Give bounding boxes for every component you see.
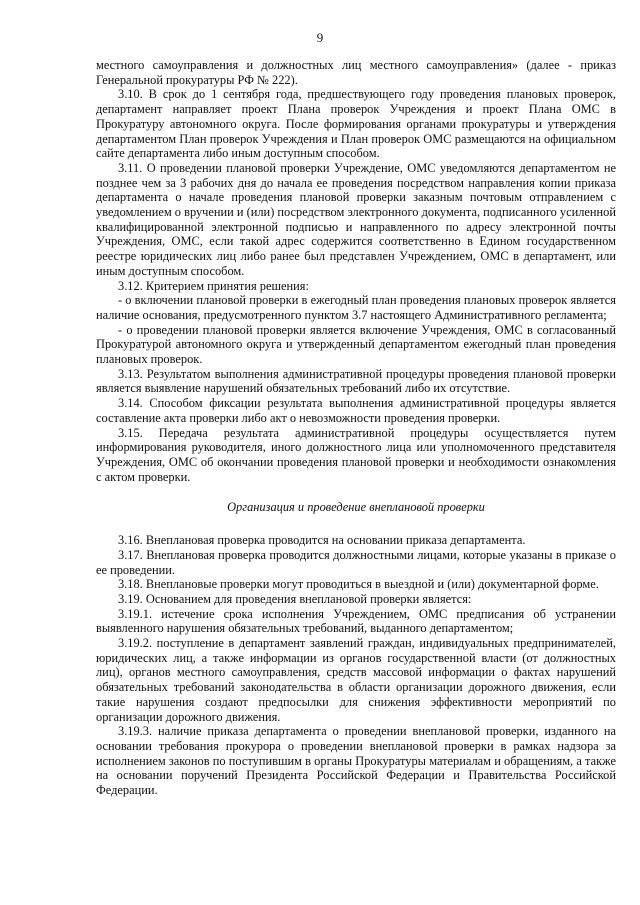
para-3-16: 3.16. Внеплановая проверка проводится на основании приказа департамента. — [118, 533, 526, 548]
para-3-10: 3.10. В срок до 1 сентября года, предшествующего году проведения плановых проверок, департамент направляет проект Плана проверок Учреждения и проект Плана ОМС в Прокуратуру автономного округа. После формирования органами прокуратуры и утверждения департаментом План проверок Учреждения и План проверок ОМС размещаются на официальном сайте департамента либо иным доступным способом. — [96, 87, 616, 161]
paragraphs-top — [96, 58, 616, 484]
para-3-19-3: 3.19.3. наличие приказа департамента о проведении внеплановой проверки, изданного на основании требования прокурора о проведении внеплановой проверки в рамках надзора за исполнением законов по поступившим в органы Прокуратуры материалам и обращениям, а также на основании поручений Президента Российской Федерации и Правительства Российской Федерации. — [96, 724, 616, 798]
page-number: 9 — [316, 30, 324, 45]
para-3-14: 3.14. Способом фиксации результата выполнения административной процедуры является составление акта проверки либо акт о невозможности проведения проверки. — [96, 396, 616, 425]
para-3-19-2: 3.19.2. поступление в департамент заявлений граждан, индивидуальных предпринимателей, юридических лиц, а также информации из органов государственной власти (от должностных лиц), органов местного самоуправления, средств массовой информации о фактах нарушений обязательных требований законодательства в области организации дорожного движения, если такие нарушения создают предпосылки для снижения эффективности мероприятий по организации дорожного движения. — [96, 636, 616, 724]
paragraphs-bottom — [96, 533, 616, 798]
para-3-11: 3.11. О проведении плановой проверки Учреждение, ОМС уведомляются департаментом не позднее чем за 3 рабочих дня до начала ее проведения посредством направления копии приказа департамента о начале проведения плановой проверки заказным почтовым отправлением с уведомлением о вручении и (или) посредством электронного документа, подписанного усиленной квалифицированной электронной подписью и направленного по адресу электронной почты Учреждения, ОМС, если такой адрес содержится соответственно в Едином государственном реестре юридических лиц либо ранее был представлен Учреждением, ОМС в департамент, или иным доступным способом. — [96, 160, 616, 278]
para-3-12-item-2: - о проведении плановой проверки является включение Учреждения, ОМС в согласованный Прокуратурой автономного округа и утвержденный департаментом ежегодный план проведения плановых проверок. — [96, 322, 616, 367]
para-3-17: 3.17. Внеплановая проверка проводится должностными лицами, которые указаны в приказе о ее проведении. — [96, 547, 616, 577]
para-3-12: 3.12. Критерием принятия решения: — [118, 278, 309, 293]
para-3-15: 3.15. Передача результата административной процедуры осуществляется путем информирования руководителя, иного должностного лица или уполномоченного представителя Учреждения, ОМС об окончании проведения плановой проверки и необходимости ознакомления с актом проверки. — [96, 425, 616, 484]
section-title: Организация и проведение внеплановой проверки — [227, 500, 485, 515]
para-3-13: 3.13. Результатом выполнения административной процедуры проведения плановой проверки является выявление нарушений обязательных требований либо их отсутствие. — [96, 366, 616, 396]
para-3-19-1: 3.19.1. истечение срока исполнения Учреждением, ОМС предписания об устранении выявленного нарушения обязательных требований, выданного департаментом; — [96, 606, 616, 636]
para-3-18: 3.18. Внеплановые проверки могут проводиться в выездной и (или) документарной форме. — [118, 577, 599, 592]
para-continuation: местного самоуправления и должностных лиц местного самоуправления» (далее - приказ Генеральной прокуратуры РФ № 222). — [96, 58, 616, 87]
para-3-19: 3.19. Основанием для проведения внеплановой проверки является: — [118, 591, 472, 606]
document-body — [96, 58, 616, 798]
para-3-12-item-1: - о включении плановой проверки в ежегодный план проведения плановых проверок является наличие основания, предусмотренного пунктом 3.7 настоящего Административного регламента; — [96, 293, 616, 322]
